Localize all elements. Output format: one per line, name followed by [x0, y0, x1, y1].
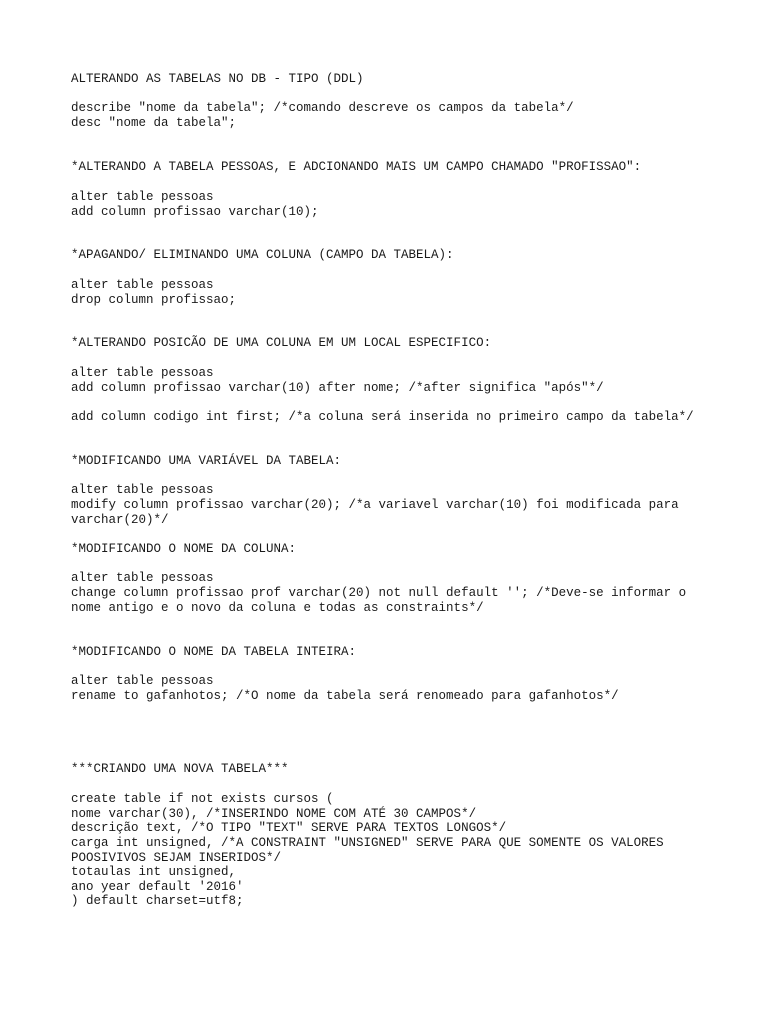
code-line: carga int unsigned, /*A CONSTRAINT "UNSIGNED" SERVE PARA QUE SOMENTE OS VALORES [71, 836, 664, 850]
code-line: alter table pessoas [71, 571, 214, 585]
code-line: ano year default '2016' [71, 880, 244, 894]
code-line: add column profissao varchar(10) after nome; /*after significa "após"*/ [71, 381, 604, 395]
code-line: POOSIVIVOS SEJAM INSERIDOS*/ [71, 851, 282, 865]
code-line: nome varchar(30), /*INSERINDO NOME COM ATÉ 30 CAMPOS*/ [71, 807, 477, 821]
code-line: create table if not exists cursos ( [71, 792, 334, 806]
code-line: totaulas int unsigned, [71, 865, 237, 879]
code-line: descrição text, /*O TIPO "TEXT" SERVE PARA TEXTOS LONGOS*/ [71, 821, 507, 835]
section-heading: *APAGANDO/ ELIMINANDO UMA COLUNA (CAMPO DA TABELA): [71, 248, 454, 262]
code-line: alter table pessoas [71, 190, 214, 204]
section-heading: ***CRIANDO UMA NOVA TABELA*** [71, 762, 289, 776]
code-line: alter table pessoas [71, 483, 214, 497]
section-heading: *ALTERANDO A TABELA PESSOAS, E ADCIONANDO MAIS UM CAMPO CHAMADO "PROFISSAO": [71, 160, 642, 174]
code-line: add column profissao varchar(10); [71, 205, 319, 219]
code-line: alter table pessoas [71, 366, 214, 380]
code-line: describe "nome da tabela"; /*comando descreve os campos da tabela*/ [71, 101, 574, 115]
code-line: drop column profissao; [71, 293, 237, 307]
code-line: rename to gafanhotos; /*O nome da tabela será renomeado para gafanhotos*/ [71, 689, 619, 703]
section-heading: *ALTERANDO POSICÃO DE UMA COLUNA EM UM LOCAL ESPECIFICO: [71, 336, 492, 350]
code-line: ) default charset=utf8; [71, 894, 244, 908]
code-line: alter table pessoas [71, 278, 214, 292]
code-line: varchar(20)*/ [71, 513, 169, 527]
code-line: desc "nome da tabela"; [71, 116, 237, 130]
code-line: nome antigo e o novo da coluna e todas as constraints*/ [71, 601, 484, 615]
code-line: change column profissao prof varchar(20) not null default ''; /*Deve-se informar o [71, 586, 687, 600]
code-line: add column codigo int first; /*a coluna será inserida no primeiro campo da tabela*/ [71, 410, 694, 424]
section-heading: *MODIFICANDO UMA VARIÁVEL DA TABELA: [71, 454, 342, 468]
section-heading: *MODIFICANDO O NOME DA TABELA INTEIRA: [71, 645, 357, 659]
section-heading: *MODIFICANDO O NOME DA COLUNA: [71, 542, 297, 556]
code-line: modify column profissao varchar(20); /*a variavel varchar(10) foi modificada para [71, 498, 679, 512]
code-line: alter table pessoas [71, 674, 214, 688]
document-title: ALTERANDO AS TABELAS NO DB - TIPO (DDL) [71, 72, 364, 86]
